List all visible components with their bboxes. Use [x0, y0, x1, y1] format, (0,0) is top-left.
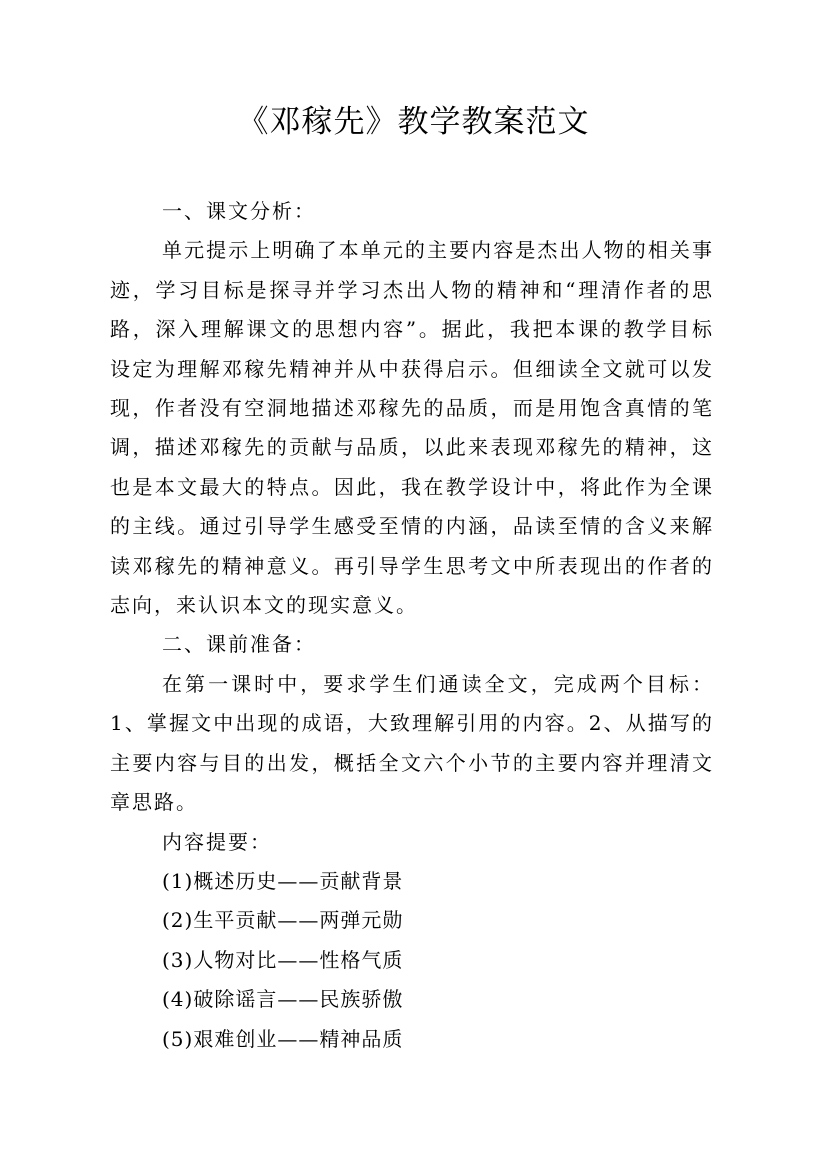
summary-item: (1)概述历史——贡献背景: [162, 868, 404, 893]
summary-item: (4)破除谣言——民族骄傲: [162, 987, 404, 1012]
section-heading-analysis: 一、课文分析：: [162, 199, 316, 223]
document-title: 《邓稼先》教学教案范文: [237, 104, 590, 140]
summary-item: (3)人物对比——性格气质: [162, 947, 404, 972]
section-heading-preparation: 二、课前准备：: [162, 632, 316, 657]
document-body: [110, 192, 714, 1059]
summary-item: (5)艰难创业——精神品质: [162, 1026, 404, 1051]
preparation-paragraph: 在第一课时中，要求学生们通读全文，完成两个目标：1、掌握文中出现的成语，大致理解引用的内容。2、从描写的主要内容与目的出发，概括全文六个小节的主要内容并理清文章思路。: [110, 671, 714, 815]
analysis-paragraph: 单元提示上明确了本单元的主要内容是杰出人物的相关事迹，学习目标是探寻并学习杰出人物的精神和“理清作者的思路，深入理解课文的思想内容”。据此，我把本课的教学目标设定为理解邓稼先精神并从中获得启示。但细读全文就可以发现，作者没有空洞地描述邓稼先的品质，而是用饱含真情的笔调，描述邓稼先的贡献与品质，以此来表现邓稼先的精神，这也是本文最大的特点。因此，我在教学设计中，将此作为全课的主线。通过引导学生感受至情的内涵，品读至情的含义来解读邓稼先的精神意义。再引导学生思考文中所表现出的作者的志向，来认识本文的现实意义。: [110, 238, 714, 618]
summary-item: (2)生平贡献——两弹元勋: [162, 908, 404, 933]
summary-heading: 内容提要：: [162, 829, 272, 854]
